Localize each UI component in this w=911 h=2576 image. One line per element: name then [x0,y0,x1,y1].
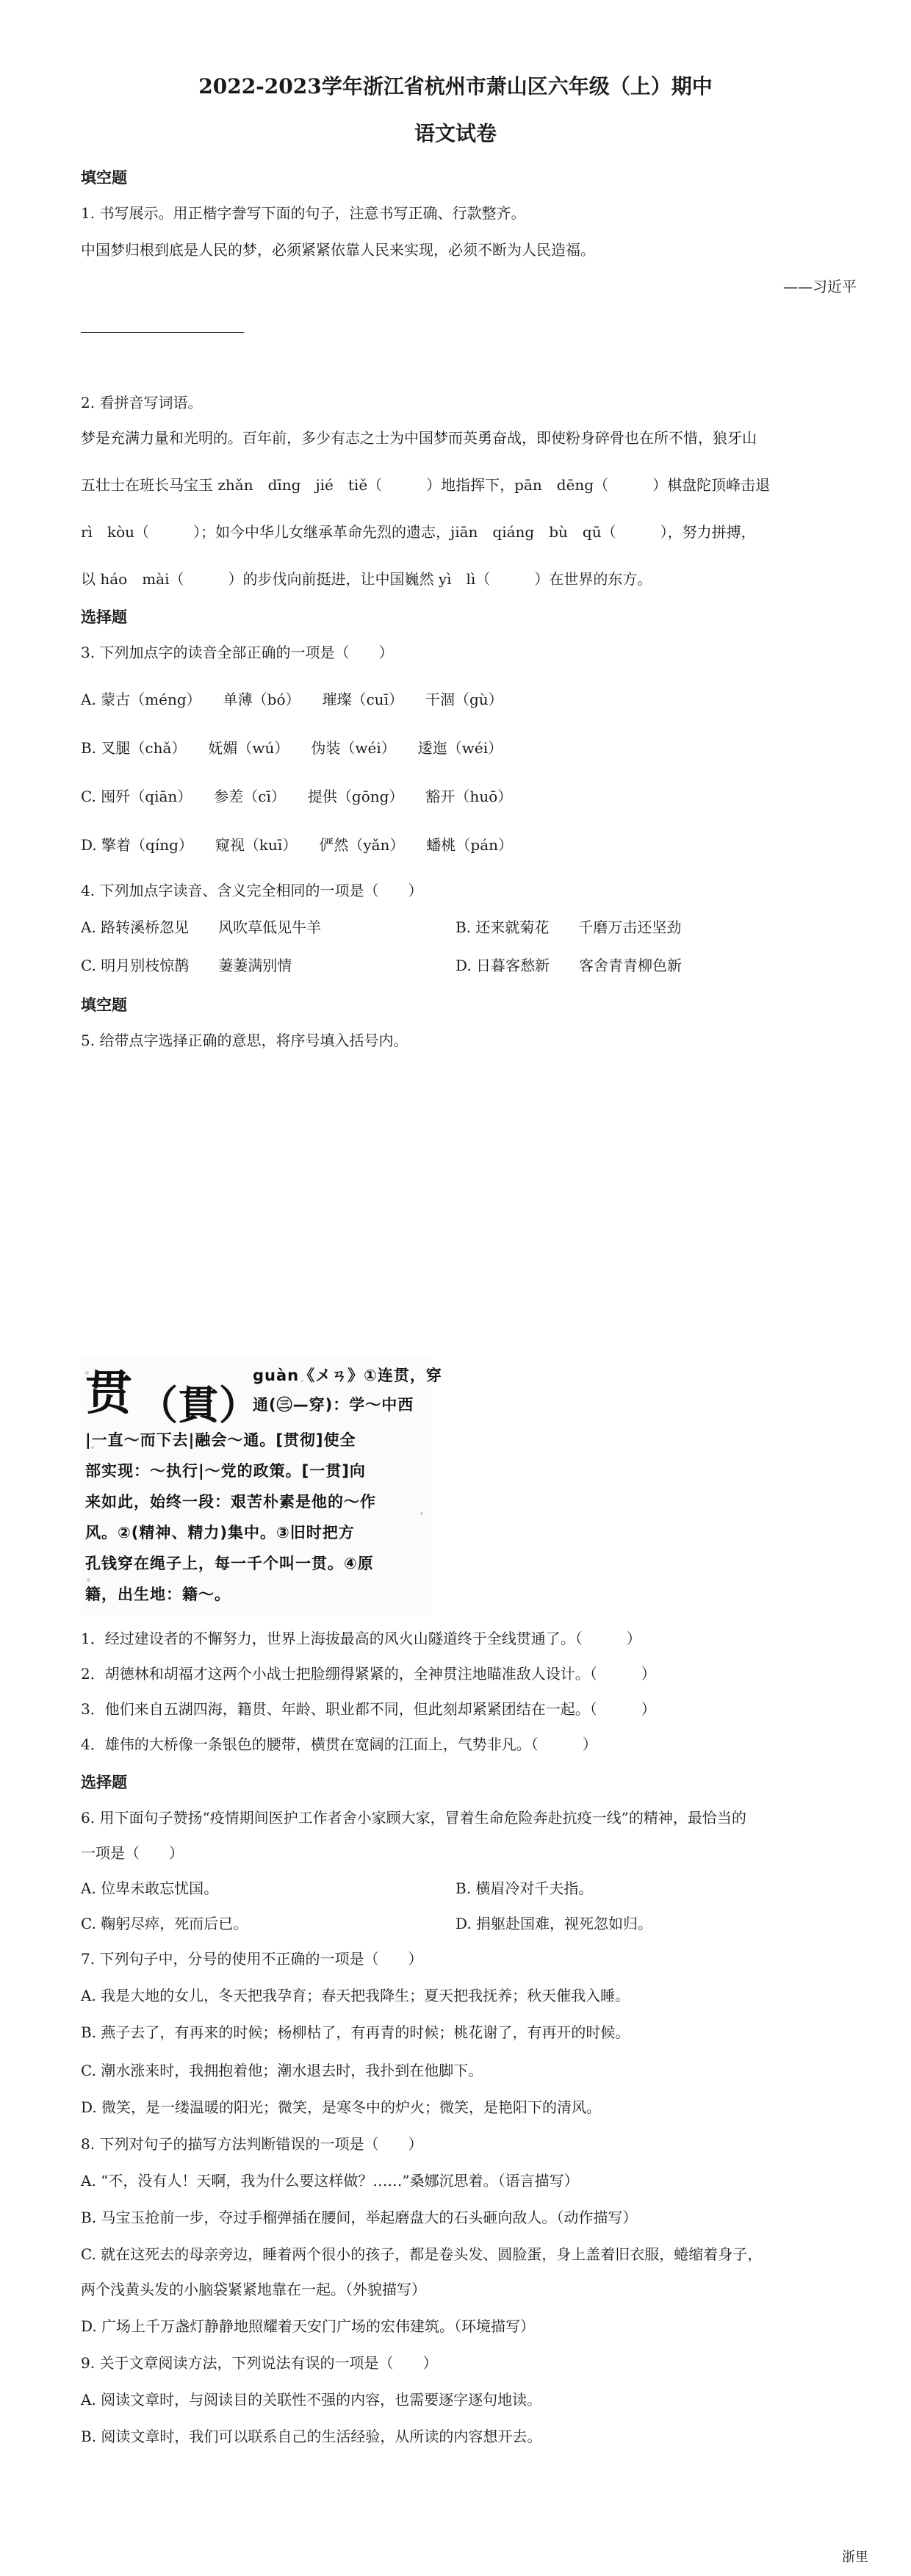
question-7-option-c[interactable]: C. 潮水涨来时，我拥抱着他；潮水退去时，我扑到在他脚下。 [81,2062,483,2079]
question-2-line1: 梦是充满力量和光明的。百年前，多少有志之士为中国梦而英勇奋战，即使粉身碎骨也在所不惜，狼牙山 [81,429,757,447]
question-7-option-b[interactable]: B. 燕子去了，有再来的时候；杨柳枯了，有再青的时候；桃花谢了，有再开的时候。 [81,2023,630,2041]
question-4-option-b[interactable]: B. 还来就菊花 千磨万击还坚劲 [455,918,682,936]
question-5-item-3: 3．他们来自五湖四海，籍贯、年龄、职业都不同，但此刻却紧紧团结在一起。（ ） [81,1700,656,1718]
question-3-stem: 3. 下列加点字的读音全部正确的一项是（ ） [81,644,394,661]
question-3-option-b[interactable]: B. 叉腿（chǎ） 妩媚（wú） 伪装（wéi） 逶迤（wéi） [81,739,503,757]
question-3-option-a[interactable]: A. 蒙古（méng） 单薄（bó） 璀璨（cuī） 干涸（gù） [81,691,503,708]
question-4-stem: 4. 下列加点字读音、含义完全相同的一项是（ ） [81,882,423,899]
question-6-option-b[interactable]: B. 横眉冷对千夫指。 [455,1879,594,1897]
question-8-option-c-line1[interactable]: C. 就在这死去的母亲旁边，睡着两个很小的孩子，都是卷头发、圆脸蛋，身上盖着旧衣服，蜷缩着身子， [81,2245,763,2263]
section-heading-choice: 选择题 [81,1774,127,1791]
question-5-item-1: 1．经过建设者的不懈努力，世界上海拔最高的风火山隧道终于全线贯通了。（ ） [81,1630,641,1647]
answer-line[interactable] [81,332,244,333]
question-5-stem: 5. 给带点字选择正确的意思，将序号填入括号内。 [81,1032,408,1049]
question-6-option-c[interactable]: C. 鞠躬尽瘁，死而后已。 [81,1915,248,1932]
section-heading-choice: 选择题 [81,608,127,626]
dictionary-entry-image [81,1358,442,1615]
dictionary-traditional-form: （貫） [138,1382,259,1428]
section-heading-fill: 填空题 [81,169,127,187]
paper-title-line2: 语文试卷 [414,121,497,145]
question-2-stem: 2. 看拼音写词语。 [81,394,203,411]
question-6-option-d[interactable]: D. 捐躯赴国难，视死忽如归。 [455,1915,653,1932]
question-8-option-a[interactable]: A. “不，没有人！天啊，我为什么要这样做？……”桑娜沉思着。（语言描写） [81,2172,579,2190]
question-7-option-d[interactable]: D. 微笑，是一缕温暖的阳光；微笑，是寒冬中的炉火；微笑，是艳阳下的清风。 [81,2098,602,2116]
dictionary-line: 部实现：～执行|～党的政策。[一贯]向 [85,1462,366,1480]
question-1-stem: 1. 书写展示。用正楷字誊写下面的句子，注意书写正确、行款整齐。 [81,204,526,222]
question-7-stem: 7. 下列句子中，分号的使用不正确的一项是（ ） [81,1950,423,1968]
question-6-stem-line2: 一项是（ ） [81,1844,184,1862]
question-9-option-a[interactable]: A. 阅读文章时，与阅读目的关联性不强的内容，也需要逐字逐句地读。 [81,2391,542,2408]
dictionary-line: 籍，出生地：籍～。 [85,1586,231,1603]
dictionary-line: 风。②(精神、精力)集中。③旧时把方 [85,1524,355,1541]
dictionary-line: guàn《メㄢ》①连贯，穿 [253,1367,442,1384]
question-9-stem: 9. 关于文章阅读方法，下列说法有误的一项是（ ） [81,2354,438,2372]
question-8-option-d[interactable]: D. 广场上千万盏灯静静地照耀着天安门广场的宏伟建筑。（环境描写） [81,2317,536,2335]
question-1-author: ——习近平 [783,278,857,295]
question-4-option-a[interactable]: A. 路转溪桥忽见 风吹草低见牛羊 [81,918,322,936]
question-2-line2: 五壮士在班长马宝玉 zhǎn dīng jié tiě（ ）地指挥下，pān dēng（ ）棋盘陀顶峰击退 [81,476,771,494]
dictionary-line: 来如此，始终一段：艰苦朴素是他的～作 [85,1493,376,1511]
dictionary-line: 孔钱穿在绳子上，每一千个叫一贯。④原 [85,1555,374,1572]
question-3-option-c[interactable]: C. 囤歼（qiān） 参差（cī） 提供（gōng） 豁开（huō） [81,788,513,805]
question-4-option-c[interactable]: C. 明月别枝惊鹊 萋萋满别情 [81,957,292,974]
question-4-option-d[interactable]: D. 日暮客愁新 客舍青青柳色新 [455,957,683,974]
page-footer: 浙里 [842,2550,868,2565]
question-5-item-4: 4．雄伟的大桥像一条银色的腰带，横贯在宽阔的江面上，气势非凡。（ ） [81,1735,597,1753]
question-8-option-b[interactable]: B. 马宝玉抢前一步，夺过手榴弹插在腰间，举起磨盘大的石头砸向敌人。（动作描写） [81,2209,638,2226]
question-6-stem-line1: 6. 用下面句子赞扬“疫情期间医护工作者舍小家顾大家，冒着生命危险奔赴抗疫一线”的精神，最恰当的 [81,1809,746,1827]
question-8-option-c-line2: 两个浅黄头发的小脑袋紧紧地靠在一起。（外貌描写） [81,2281,426,2298]
dictionary-headword: 贯 [85,1366,133,1421]
paper-title-line1: 2022-2023学年浙江省杭州市萧山区六年级（上）期中 [198,74,713,98]
question-2-line3: rì kòu（ ）；如今中华儿女继承革命先烈的遗志，jiān qiáng bù qū（ ），努力拼搏， [81,523,756,541]
question-6-option-a[interactable]: A. 位卑未敢忘忧国。 [81,1879,219,1897]
section-heading-fill: 填空题 [81,996,127,1014]
dictionary-line: 通(㊂—穿)：学～中西 [253,1396,414,1414]
question-7-option-a[interactable]: A. 我是大地的女儿，冬天把我孕育；春天把我降生；夏天把我抚养；秋天催我入睡。 [81,1987,630,2004]
question-8-stem: 8. 下列对句子的描写方法判断错误的一项是（ ） [81,2135,423,2153]
question-5-item-2: 2．胡德林和胡福才这两个小战士把脸绷得紧紧的，全神贯注地瞄准敌人设计。（ ） [81,1665,656,1683]
question-1-quote: 中国梦归根到底是人民的梦，必须紧紧依靠人民来实现，必须不断为人民造福。 [81,241,595,259]
question-3-option-d[interactable]: D. 擎着（qíng） 窥视（kuī） 俨然（yǎn） 蟠桃（pán） [81,836,514,854]
dictionary-line: |一直～而下去|融会～通。[贯彻]使全 [85,1431,356,1449]
question-2-line4: 以 háo mài（ ）的步伐向前挺进，让中国巍然 yì lì（ ）在世界的东方。 [81,570,652,588]
question-9-option-b[interactable]: B. 阅读文章时，我们可以联系自己的生活经验，从所读的内容想开去。 [81,2428,542,2445]
